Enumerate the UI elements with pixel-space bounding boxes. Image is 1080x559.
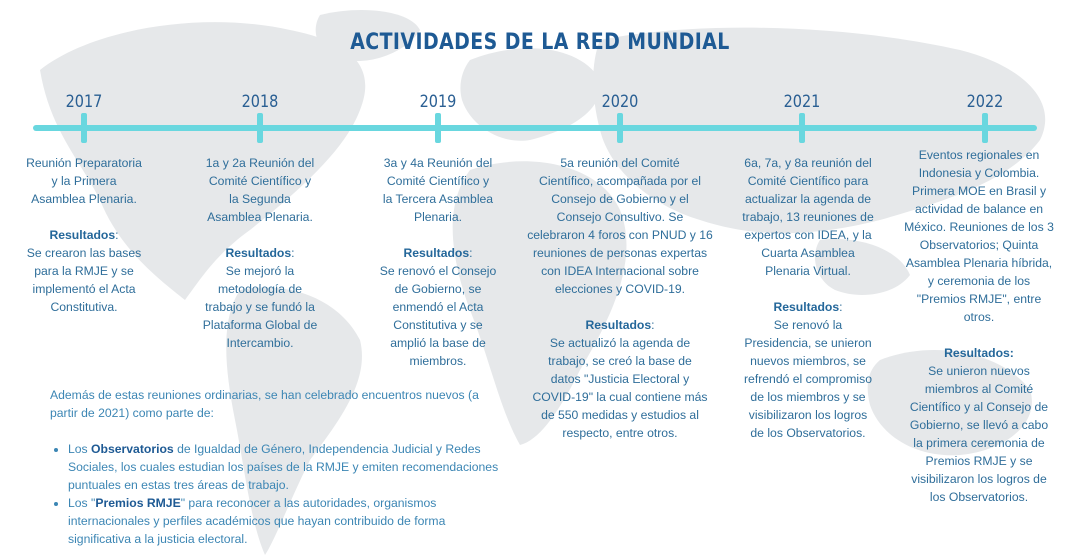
results-heading: [886, 344, 1072, 362]
results-line: respecto, entre otros.: [562, 426, 678, 440]
results-line: Se unieron nuevos: [928, 364, 1030, 378]
results-heading: Resultados:: [49, 228, 119, 242]
results-line: de 550 medidas y estudios al: [541, 408, 699, 422]
page-title: ACTIVIDADES DE LA RED MUNDIAL: [350, 30, 730, 55]
activity-line: reuniones de personas expertas: [532, 246, 708, 260]
timeline-tick-2021: [799, 113, 805, 143]
results-line: los Observatorios.: [929, 490, 1029, 504]
results-label: Resultados: [585, 318, 652, 332]
results-line: trabajo y se fundó la: [205, 300, 315, 314]
activity-line: Asamblea Plenaria híbrida,: [905, 256, 1053, 270]
year-label-2020: 2020: [601, 92, 639, 112]
year-label-2017: 2017: [65, 92, 103, 112]
spacer: [14, 208, 154, 226]
activity-line: Eventos regionales en: [918, 148, 1040, 162]
timeline-tick-2019: [435, 113, 441, 143]
activity-line: con IDEA Internacional sobre: [541, 264, 699, 278]
timeline-entry-2022: [886, 146, 1072, 506]
activity-line: Comité Científico y: [386, 174, 490, 188]
results-line: datos "Justicia Electoral y: [550, 372, 690, 386]
notes-bullet-list: [50, 440, 505, 548]
results-line: visibilizaron los logros de: [911, 472, 1047, 486]
results-line: Constitutiva.: [50, 300, 118, 314]
activity-line: elecciones y COVID-19.: [554, 282, 686, 296]
year-label-2018: 2018: [241, 92, 279, 112]
notes-intro: Además de estas reuniones ordinarias, se han celebrado encuentros nuevos (a partir de 2021) como parte de:: [50, 388, 479, 420]
premios-bold: Premios RMJE: [95, 496, 181, 510]
results-line: trabajo, se creó la base de: [548, 354, 692, 368]
timeline-line: [33, 125, 1037, 131]
activity-line: Consejo Consultivo. Se: [556, 210, 684, 224]
timeline-tick-2020: [617, 113, 623, 143]
activity-line: y la Primera: [51, 174, 117, 188]
activity-line: 5a reunión del Comité: [560, 156, 680, 170]
results-line: de los miembros y se: [750, 390, 866, 404]
activity-line: Observatorios; Quinta: [919, 238, 1039, 252]
year-label-2021: 2021: [783, 92, 821, 112]
activity-line: Comité Científico y: [208, 174, 312, 188]
activity-line: Asamblea Plenaria.: [31, 192, 137, 206]
activity-line: 6a, 7a, y 8a reunión del: [744, 156, 872, 170]
activity-line: Científico, acompañada por el: [539, 174, 701, 188]
results-label: Resultados: [225, 246, 292, 260]
results-line: Constitutiva y se: [393, 318, 483, 332]
results-label: Resultados: [403, 246, 470, 260]
activity-line: otros.: [963, 310, 995, 324]
results-line: para la RMJE y se: [34, 264, 134, 278]
notes-bullet-premios: • Los "Premios RMJE" para reconocer a las autoridades, organismos internacionales y perfiles académicos que hayan contribuido de forma significativa a la justicia electoral.: [68, 494, 505, 548]
year-label-2022: 2022: [966, 92, 1004, 112]
results-line: Gobierno, se llevó a cabo: [909, 418, 1049, 432]
year-label-2019: 2019: [419, 92, 457, 112]
activity-line: actualizar la agenda de: [744, 192, 872, 206]
results-line: Se crearon las bases: [26, 246, 142, 260]
results-line: Se mejoró la: [225, 264, 295, 278]
spacer: [886, 326, 1072, 344]
results-line: de los Observatorios.: [750, 426, 866, 440]
timeline-entry-2020: [515, 154, 725, 442]
results-line: de Gobierno, se: [394, 282, 482, 296]
results-label: Resultados:: [944, 346, 1014, 360]
results-line: miembros.: [409, 354, 467, 368]
results-line: miembros al Comité: [924, 382, 1034, 396]
spacer: [722, 280, 894, 298]
results-line: Presidencia, se unieron: [744, 336, 872, 350]
observatorios-bold: Observatorios: [91, 442, 174, 456]
timeline-tick-2022: [982, 113, 988, 143]
timeline-entry-2021: [722, 154, 894, 442]
results-line: amplió la base de: [390, 336, 486, 350]
timeline-tick-2017: [81, 113, 87, 143]
results-label: Resultados: [49, 228, 116, 242]
results-line: COVID-19" la cual contiene más: [532, 390, 708, 404]
results-line: Premios RMJE y se: [925, 454, 1033, 468]
activity-line: expertos con IDEA, y la: [744, 228, 872, 242]
activity-line: la Segunda: [229, 192, 291, 206]
results-heading: Resultados:: [585, 318, 655, 332]
spacer: [358, 226, 518, 244]
activity-line: Plenaria Virtual.: [765, 264, 851, 278]
activity-line: Consejo de Gobierno y el: [551, 192, 689, 206]
results-line: Se renovó el Consejo: [379, 264, 497, 278]
results-line: Se renovó la: [773, 318, 843, 332]
notes-bullet-observatorios: • Los Observatorios de Igualdad de Género, Independencia Judicial y Redes Sociales, los cuales estudian los países de la RMJE y emiten recomendaciones puntuales en estas tres áreas de trabajo.: [68, 440, 505, 494]
results-line: enmendó el Acta: [392, 300, 484, 314]
results-label: Resultados: [773, 300, 840, 314]
additional-meetings-note: [50, 386, 505, 548]
activity-line: trabajo, 13 reuniones de: [742, 210, 874, 224]
activity-line: actividad de balance en: [914, 202, 1044, 216]
results-line: refrendó el compromiso: [743, 372, 873, 386]
activity-line: Reunión Preparatoria: [26, 156, 142, 170]
timeline-entry-2019: [358, 154, 518, 370]
spacer: [180, 226, 340, 244]
activity-line: 3a y 4a Reunión del: [383, 156, 493, 170]
results-line: la primera ceremonia de: [913, 436, 1045, 450]
activity-line: Plenaria.: [413, 210, 463, 224]
activity-line: Comité Científico para: [747, 174, 869, 188]
activity-line: Primera MOE en Brasil y: [911, 184, 1047, 198]
results-line: Intercambio.: [226, 336, 294, 350]
timeline-tick-2018: [257, 113, 263, 143]
activity-line: Cuarta Asamblea: [761, 246, 855, 260]
results-heading: Resultados:: [403, 246, 473, 260]
activity-line: y ceremonia de los: [927, 274, 1031, 288]
results-line: Se actualizó la agenda de: [549, 336, 691, 350]
timeline-entry-2018: [180, 154, 340, 352]
activity-line: Asamblea Plenaria.: [207, 210, 313, 224]
results-line: Científico y al Consejo de: [909, 400, 1049, 414]
activity-line: México. Reuniones de los 3: [904, 220, 1054, 234]
spacer: [515, 298, 725, 316]
results-line: visibilizaron los logros: [748, 408, 868, 422]
activity-line: celebraron 4 foros con PNUD y 16: [527, 228, 713, 242]
results-line: nuevos miembros, se: [750, 354, 866, 368]
activity-line: Indonesia y Colombia.: [918, 166, 1040, 180]
results-line: implementó el Acta: [32, 282, 136, 296]
results-line: metodología de: [217, 282, 303, 296]
activity-line: 1a y 2a Reunión del: [205, 156, 315, 170]
results-heading: Resultados:: [225, 246, 295, 260]
activity-line: "Premios RMJE", entre: [916, 292, 1042, 306]
timeline-entry-2017: [14, 154, 154, 316]
results-line: Plataforma Global de: [202, 318, 318, 332]
activity-line: la Tercera Asamblea: [382, 192, 494, 206]
results-heading: Resultados:: [773, 300, 843, 314]
